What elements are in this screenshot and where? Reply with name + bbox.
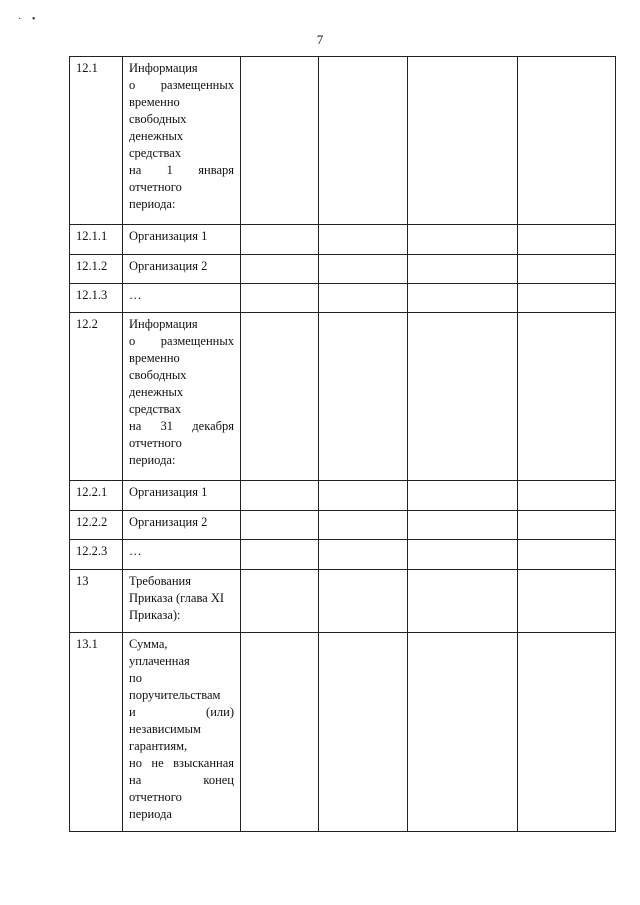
description-line: периода	[129, 807, 172, 821]
row-number: 12.1.3	[70, 284, 123, 313]
description-line: поручительствам	[129, 688, 221, 702]
empty-cell	[319, 255, 408, 284]
table-row	[70, 313, 616, 481]
row-description	[123, 255, 241, 284]
empty-cell	[241, 481, 319, 511]
description-line: Приказа (глава XI	[129, 591, 225, 605]
description-line: на 31 декабря	[129, 419, 234, 433]
table-row	[70, 481, 616, 511]
row-number: 12.1.2	[70, 255, 123, 284]
row-description	[123, 225, 241, 255]
description-line: но не взысканная	[129, 756, 234, 770]
table-row	[70, 570, 616, 633]
description-line: …	[129, 288, 142, 302]
empty-cell	[408, 633, 518, 832]
empty-cell	[319, 570, 408, 633]
description-line: временно	[129, 351, 180, 365]
description-line: средствах	[129, 402, 182, 416]
table-row	[70, 225, 616, 255]
empty-cell	[241, 225, 319, 255]
description-line: Сумма,	[129, 637, 168, 651]
table-row	[70, 540, 616, 570]
description-line: денежных	[129, 129, 184, 143]
table-row	[70, 284, 616, 313]
empty-cell	[241, 313, 319, 481]
description-line: свободных	[129, 112, 187, 126]
empty-cell	[241, 511, 319, 540]
empty-cell	[518, 313, 616, 481]
empty-cell	[319, 284, 408, 313]
description-line: Информация	[129, 61, 198, 75]
empty-cell	[241, 540, 319, 570]
empty-cell	[408, 57, 518, 225]
row-number: 12.1.1	[70, 225, 123, 255]
empty-cell	[241, 57, 319, 225]
description-line: средствах	[129, 146, 182, 160]
empty-cell	[319, 511, 408, 540]
empty-cell	[319, 481, 408, 511]
scan-marks: · •	[18, 14, 40, 25]
empty-cell	[408, 540, 518, 570]
empty-cell	[319, 225, 408, 255]
description-line: отчетного	[129, 180, 182, 194]
description-line: Приказа):	[129, 608, 181, 622]
empty-cell	[408, 570, 518, 633]
description-line: периода:	[129, 197, 176, 211]
empty-cell	[518, 633, 616, 832]
description-line: Организация 2	[129, 259, 208, 273]
table-row	[70, 511, 616, 540]
row-number: 12.2.3	[70, 540, 123, 570]
description-line: временно	[129, 95, 180, 109]
description-line: …	[129, 544, 142, 558]
empty-cell	[241, 633, 319, 832]
description-line: свободных	[129, 368, 187, 382]
empty-cell	[241, 570, 319, 633]
table-row	[70, 57, 616, 225]
description-line: по	[129, 671, 142, 685]
report-table	[69, 56, 616, 832]
description-line: на конец	[129, 773, 234, 787]
empty-cell	[319, 57, 408, 225]
description-line: Информация	[129, 317, 198, 331]
description-line: Организация 1	[129, 229, 208, 243]
empty-cell	[408, 284, 518, 313]
description-line: Требования	[129, 574, 191, 588]
row-number: 13.1	[70, 633, 123, 832]
row-number: 13	[70, 570, 123, 633]
description-line: отчетного	[129, 436, 182, 450]
empty-cell	[518, 511, 616, 540]
table-row	[70, 633, 616, 832]
description-line: независимым	[129, 722, 201, 736]
description-line: денежных	[129, 385, 184, 399]
row-description	[123, 633, 241, 832]
empty-cell	[319, 540, 408, 570]
empty-cell	[408, 481, 518, 511]
page-number: 7	[316, 32, 324, 47]
row-description	[123, 313, 241, 481]
empty-cell	[518, 284, 616, 313]
description-line: гарантиям,	[129, 739, 188, 753]
empty-cell	[319, 633, 408, 832]
row-description	[123, 481, 241, 511]
description-line: уплаченная	[129, 654, 190, 668]
description-line: и (или)	[129, 705, 234, 719]
empty-cell	[408, 313, 518, 481]
row-number: 12.2.2	[70, 511, 123, 540]
row-number: 12.2.1	[70, 481, 123, 511]
row-description	[123, 540, 241, 570]
description-line: отчетного	[129, 790, 182, 804]
row-number: 12.1	[70, 57, 123, 225]
empty-cell	[408, 511, 518, 540]
empty-cell	[518, 540, 616, 570]
empty-cell	[518, 225, 616, 255]
table-row	[70, 255, 616, 284]
empty-cell	[241, 284, 319, 313]
row-description	[123, 57, 241, 225]
empty-cell	[518, 57, 616, 225]
row-description	[123, 284, 241, 313]
description-line: о размещенных	[129, 78, 234, 92]
row-description	[123, 570, 241, 633]
empty-cell	[518, 255, 616, 284]
description-line: Организация 1	[129, 485, 208, 499]
empty-cell	[241, 255, 319, 284]
report-table-body	[70, 57, 616, 832]
empty-cell	[518, 570, 616, 633]
description-line: периода:	[129, 453, 176, 467]
description-line: на 1 января	[129, 163, 234, 177]
empty-cell	[518, 481, 616, 511]
empty-cell	[408, 225, 518, 255]
description-line: о размещенных	[129, 334, 234, 348]
row-number: 12.2	[70, 313, 123, 481]
empty-cell	[319, 313, 408, 481]
row-description	[123, 511, 241, 540]
description-line: Организация 2	[129, 515, 208, 529]
empty-cell	[408, 255, 518, 284]
